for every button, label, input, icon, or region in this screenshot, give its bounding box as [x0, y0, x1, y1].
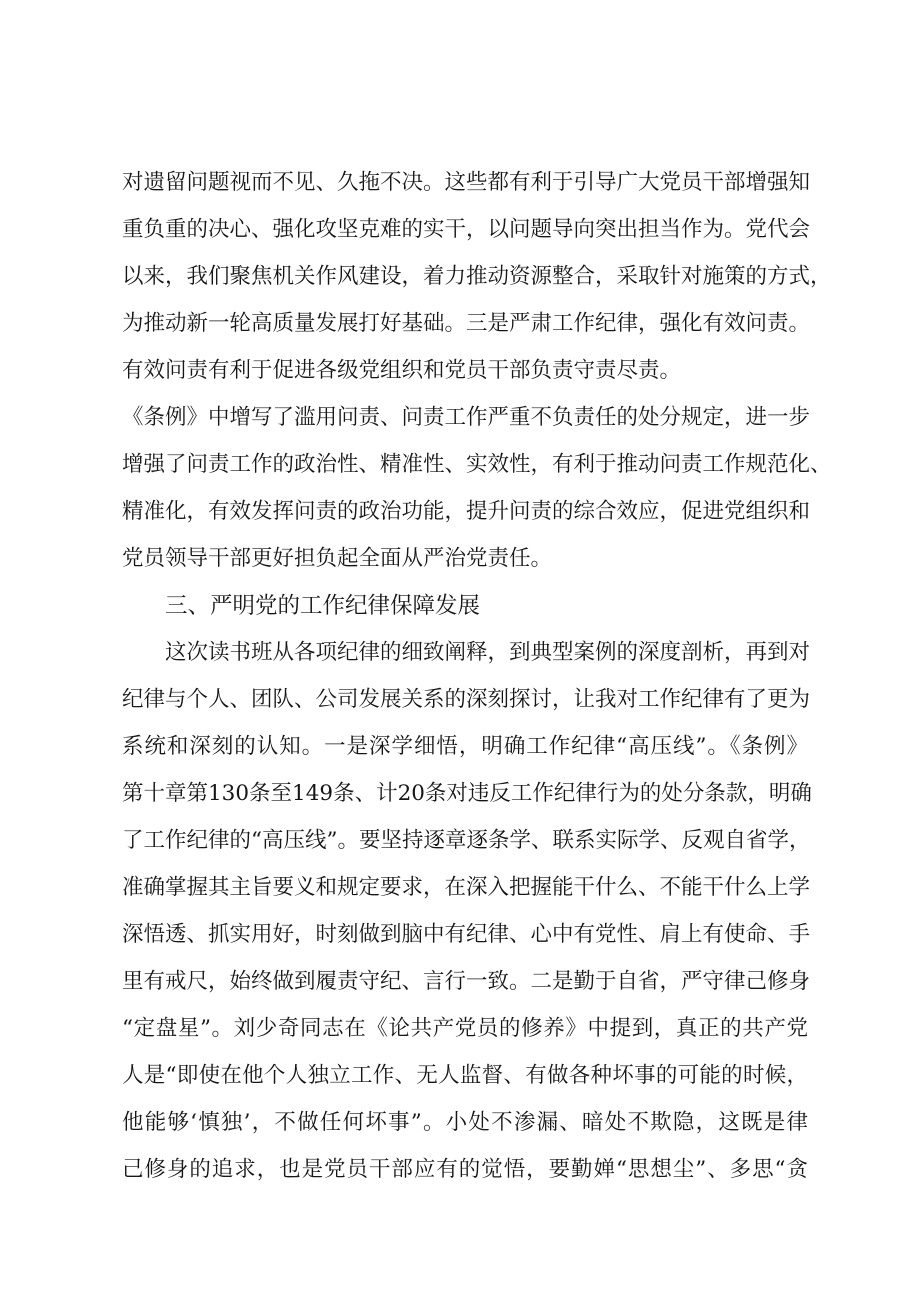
- body-text-line: 为推动新一轮高质量发展打好基础。三是严肃工作纪律，强化有效问责。: [122, 311, 811, 336]
- body-text-line: “定盘星”。刘少奇同志在《论共产党员的修养》中提到，真正的共产党: [122, 1016, 808, 1041]
- body-text-line: 以来，我们聚焦机关作风建设，着力推动资源整合，采取针对施策的方式，: [122, 264, 832, 289]
- body-text-line: 纪律与个人、团队、公司发展关系的深刻探讨，让我对工作纪律有了更为: [122, 687, 811, 712]
- body-text-line: 第十章第130条至149条、计20条对违反工作纪律行为的处分条款，明确: [122, 781, 812, 806]
- body-text-line: 这次读书班从各项纪律的细致阐释，到典型案例的深度剖析，再到对: [165, 640, 811, 665]
- body-text-line: 他能够‘慎独’，不做任何坏事”。小处不渗漏、暗处不欺隐，这既是律: [122, 1110, 808, 1135]
- body-text-line: 精准化，有效发挥问责的政治功能，提升问责的综合效应，促进党组织和: [122, 499, 811, 524]
- body-text-line: 人是“即使在他个人独立工作、无人监督、有做各种坏事的可能的时候，: [122, 1063, 808, 1088]
- body-text-line: 深悟透、抓实用好，时刻做到脑中有纪律、心中有党性、肩上有使命、手: [122, 922, 811, 947]
- body-text-line: 增强了问责工作的政治性、精准性、实效性，有利于推动问责工作规范化、: [122, 452, 832, 477]
- body-text-line: 《条例》中增写了滥用问责、问责工作严重不负责任的处分规定，进一步: [122, 405, 811, 430]
- section-heading: 三、严明党的工作纪律保障发展: [165, 593, 481, 619]
- body-text-line: 重负重的决心、强化攻坚克难的实干，以问题导向突出担当作为。党代会: [122, 217, 811, 242]
- body-text-line: 了工作纪律的“高压线”。要坚持逐章逐条学、联系实际学、反观自省学，: [122, 828, 811, 853]
- body-text-line: 准确掌握其主旨要义和规定要求，在深入把握能干什么、不能干什么上学: [122, 875, 811, 900]
- body-text-line: 己修身的追求，也是党员干部应有的觉悟，要勤婵“思想尘”、多思“贪: [122, 1157, 808, 1182]
- body-text-line: 系统和深刻的认知。一是深学细悟，明确工作纪律“高压线”。《条例》: [122, 734, 808, 759]
- body-text-line: 对遗留问题视而不见、久拖不决。这些都有利于引导广大党员干部增强知: [122, 170, 811, 195]
- body-text-line: 有效问责有利于促进各级党组织和党员干部负责守责尽责。: [122, 358, 682, 383]
- body-text-line: 里有戒尺，始终做到履责守纪、言行一致。二是勤于自省，严守律己修身: [122, 969, 811, 994]
- body-text-line: 党员领导干部更好担负起全面从严治党责任。: [122, 546, 553, 571]
